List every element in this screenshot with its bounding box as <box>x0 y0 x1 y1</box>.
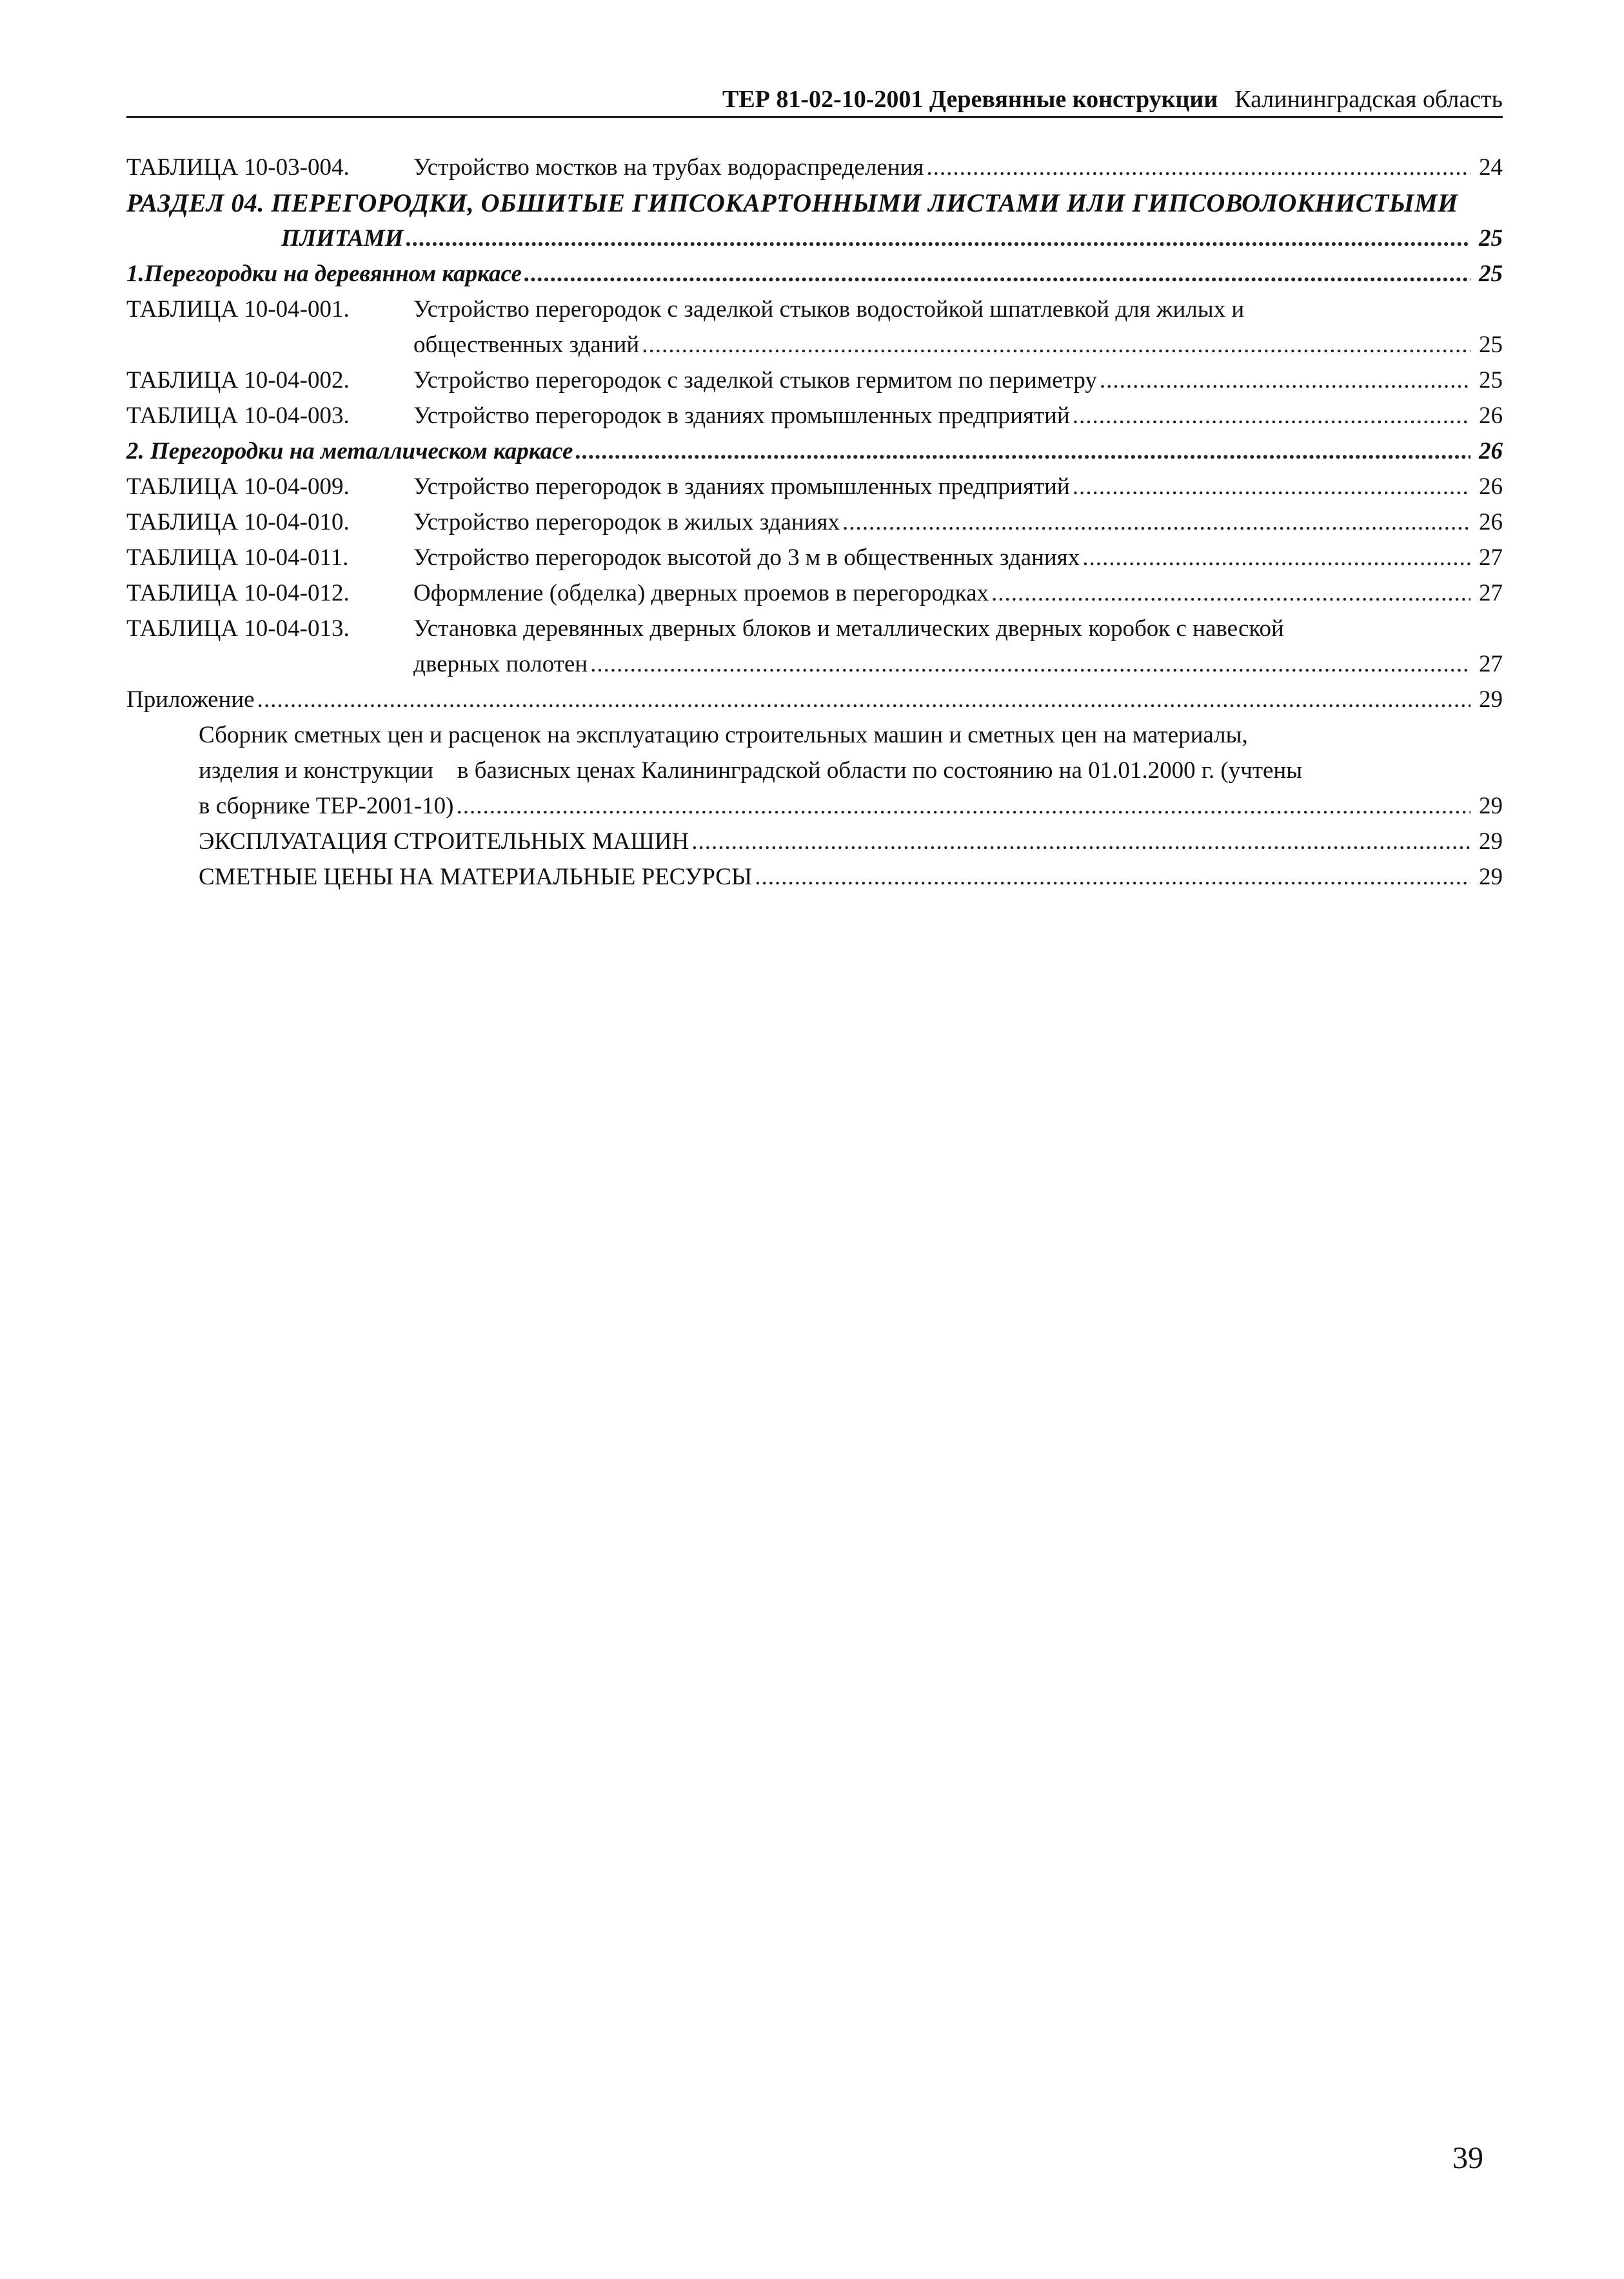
toc-entry-10-04-001[interactable] <box>126 292 1503 363</box>
leader-dots <box>524 256 1471 292</box>
toc-entry-code: ТАБЛИЦА 10-03-004. <box>126 154 350 181</box>
leader-dots <box>1073 469 1471 504</box>
toc-subsection-title: 2. Перегородки на металлическом каркасе <box>126 438 573 464</box>
leader-dots <box>406 221 1471 256</box>
toc-entry-title: ЭКСПЛУАТАЦИЯ СТРОИТЕЛЬНЫХ МАШИН <box>199 828 689 855</box>
toc-entry-materials[interactable] <box>126 859 1503 895</box>
toc-entry-code: ТАБЛИЦА 10-04-012. <box>126 580 350 606</box>
toc-entry-code: ТАБЛИЦА 10-04-002. <box>126 367 350 393</box>
leader-dots <box>991 575 1471 611</box>
toc-entry-page: 29 <box>1479 686 1503 713</box>
toc-subsection-title: 1.Перегородки на деревянном каркасе <box>126 261 522 287</box>
toc-entry-collection[interactable] <box>126 717 1503 824</box>
toc-entry-10-04-002[interactable] <box>126 363 1503 398</box>
toc-entry-code: ТАБЛИЦА 10-04-001. <box>126 296 350 323</box>
toc-entry-page: 25 <box>1479 367 1503 393</box>
toc-entry-page: 25 <box>1479 225 1503 252</box>
toc-section-04[interactable] <box>126 185 1503 256</box>
toc-entry-10-04-012[interactable] <box>126 575 1503 611</box>
leader-dots <box>457 788 1471 824</box>
toc-entry-title-line2: общественных зданий <box>413 332 640 358</box>
toc-section-title-line2: ПЛИТАМИ <box>281 225 404 252</box>
toc-entry-title: СМЕТНЫЕ ЦЕНЫ НА МАТЕРИАЛЬНЫЕ РЕСУРСЫ <box>199 864 753 890</box>
leader-dots <box>1100 363 1471 398</box>
toc-entry-10-04-013[interactable] <box>126 611 1503 682</box>
toc-entry-page: 26 <box>1479 473 1503 500</box>
leader-dots <box>642 327 1471 363</box>
table-of-contents <box>126 150 1503 895</box>
toc-section-title-line1: РАЗДЕЛ 04. ПЕРЕГОРОДКИ, ОБШИТЫЕ ГИПСОКАРТОННЫМИ ЛИСТАМИ ИЛИ ГИПСОВОЛОКНИСТЫМИ <box>126 188 1458 217</box>
toc-entry-title: Оформление (обделка) дверных проемов в перегородках <box>413 580 989 606</box>
toc-entry-page: 27 <box>1479 580 1503 606</box>
toc-entry-title: Устройство перегородок с заделкой стыков гермитом по периметру <box>413 367 1097 393</box>
page-number: 39 <box>1452 2141 1483 2175</box>
toc-entry-title: Приложение <box>126 686 255 713</box>
toc-entry-page: 29 <box>1479 828 1503 855</box>
leader-dots <box>691 824 1471 859</box>
toc-entry-10-04-011[interactable] <box>126 540 1503 575</box>
leader-dots <box>590 646 1471 682</box>
header-document-title: ТЕР 81-02-10-2001 Деревянные конструкции <box>722 86 1218 113</box>
toc-entry-10-04-009[interactable] <box>126 469 1503 504</box>
toc-entry-title-line1: Устройство перегородок с заделкой стыков водостойкой шпатлевкой для жилых и <box>413 296 1245 323</box>
leader-dots <box>575 433 1471 469</box>
toc-entry-page: 25 <box>1479 261 1503 287</box>
toc-entry-page: 27 <box>1479 544 1503 571</box>
toc-entry-machines[interactable] <box>126 824 1503 859</box>
leader-dots <box>842 504 1471 540</box>
toc-entry-title: Устройство мостков на трубах водораспределения <box>413 154 924 181</box>
toc-entry-code: ТАБЛИЦА 10-04-013. <box>126 615 350 642</box>
toc-entry-title-line1: Сборник сметных цен и расценок на эксплуатацию строительных машин и сметных цен на материалы, <box>199 722 1248 748</box>
toc-entry-code: ТАБЛИЦА 10-04-009. <box>126 473 350 500</box>
toc-entry-page: 24 <box>1479 154 1503 181</box>
toc-entry-page: 29 <box>1479 864 1503 890</box>
toc-entry-title-line1: Установка деревянных дверных блоков и металлических дверных коробок с навеской <box>413 615 1284 642</box>
running-header <box>126 76 1503 118</box>
toc-entry-10-04-003[interactable] <box>126 398 1503 433</box>
leader-dots <box>926 150 1471 185</box>
toc-entry-page: 26 <box>1479 403 1503 429</box>
toc-entry-10-03-004[interactable] <box>126 150 1503 185</box>
leader-dots <box>755 859 1471 895</box>
toc-entry-page: 26 <box>1479 438 1503 464</box>
leader-dots <box>1082 540 1471 575</box>
toc-entry-title: Устройство перегородок в зданиях промышленных предприятий <box>413 403 1070 429</box>
toc-entry-appendix[interactable] <box>126 682 1503 717</box>
toc-entry-code: ТАБЛИЦА 10-04-003. <box>126 403 350 429</box>
toc-subsection-wooden-frame[interactable] <box>126 256 1503 292</box>
leader-dots <box>257 682 1471 717</box>
toc-entry-page: 25 <box>1479 332 1503 358</box>
leader-dots <box>1073 398 1471 433</box>
toc-entry-title-line2: изделия и конструкции в базисных ценах Калининградской области по состоянию на 01.01.2000 г. (учтены <box>199 757 1303 784</box>
toc-entry-title: Устройство перегородок высотой до 3 м в общественных зданиях <box>413 544 1080 571</box>
toc-entry-title-line2: дверных полотен <box>413 651 588 677</box>
toc-entry-page: 26 <box>1479 509 1503 535</box>
toc-entry-10-04-010[interactable] <box>126 504 1503 540</box>
toc-entry-title: Устройство перегородок в жилых зданиях <box>413 509 840 535</box>
toc-entry-title-line3: в сборнике ТЕР-2001-10) <box>199 793 454 819</box>
toc-entry-title: Устройство перегородок в зданиях промышленных предприятий <box>413 473 1070 500</box>
toc-entry-page: 29 <box>1479 793 1503 819</box>
toc-subsection-metal-frame[interactable] <box>126 433 1503 469</box>
header-region: Калининградская область <box>1234 86 1503 113</box>
toc-entry-page: 27 <box>1479 651 1503 677</box>
toc-entry-code: ТАБЛИЦА 10-04-011. <box>126 544 349 571</box>
toc-entry-code: ТАБЛИЦА 10-04-010. <box>126 509 350 535</box>
